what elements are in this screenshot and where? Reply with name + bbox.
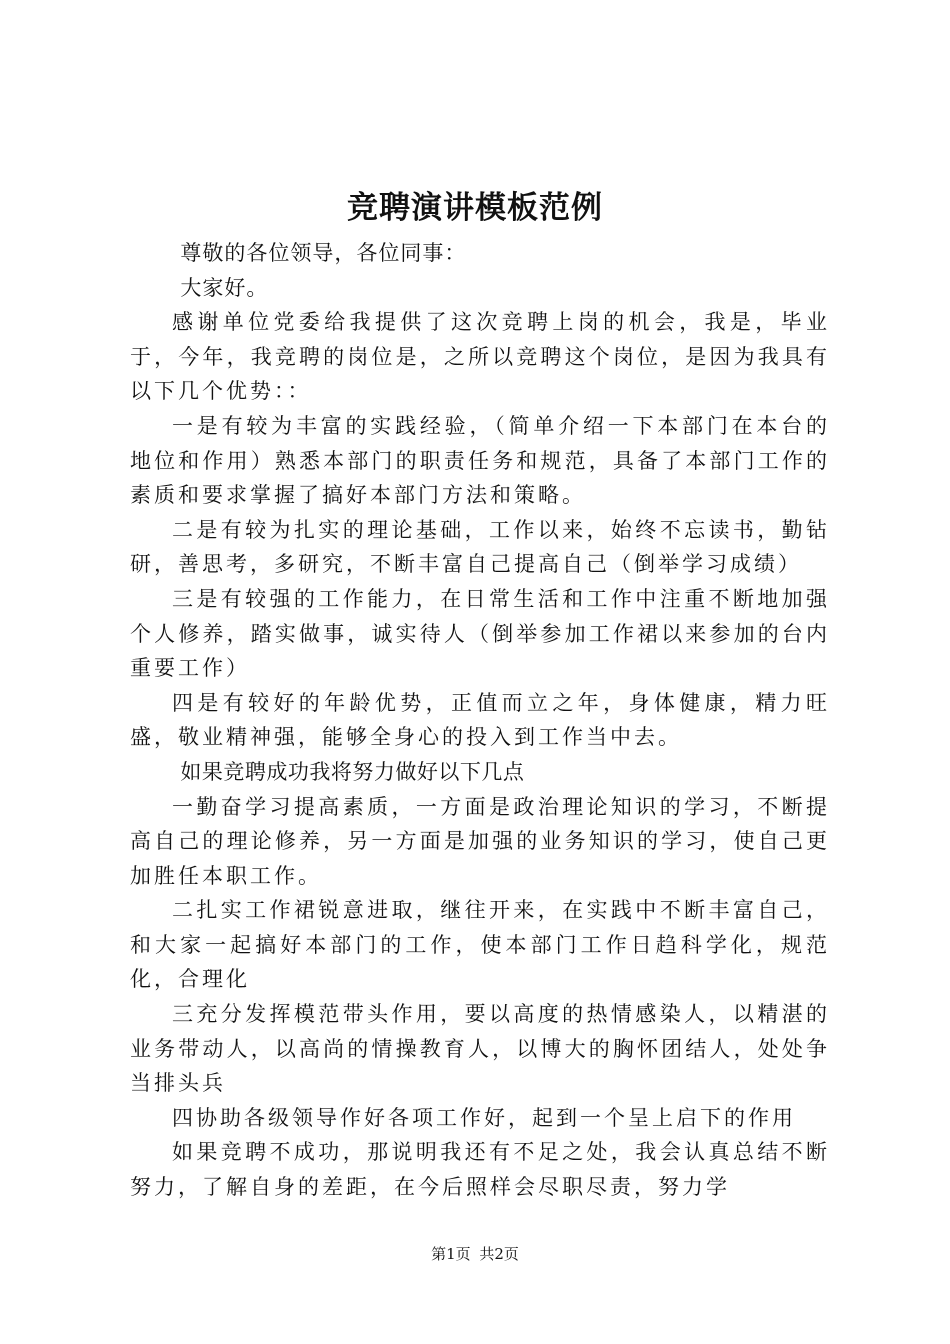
page-title: 竞聘演讲模板范例 xyxy=(347,190,603,226)
paragraph: 三是有较强的工作能力，在日常生活和工作中注重不断地加强个人修养，踏实做事，诚实待人（倒举参加工作裙以来参加的台内重要工作） xyxy=(130,586,830,681)
paragraph: 四是有较好的年龄优势，正值而立之年，身体健康，精力旺盛，敬业精神强，能够全身心的投入到工作当中去。 xyxy=(130,690,830,750)
page-number: 第1页 xyxy=(431,1245,471,1263)
paragraph: 三充分发挥模范带头作用，要以高度的热情感染人，以精湛的业务带动人，以高尚的情操教育人，以博大的胸怀团结人，处处争当排头兵 xyxy=(130,1002,830,1096)
paragraph: 二是有较为扎实的理论基础，工作以来，始终不忘读书，勤钻研，善思考，多研究，不断丰富自己提高自己（倒举学习成绩） xyxy=(130,517,830,577)
paragraph: 四协助各级领导作好各项工作好，起到一个呈上启下的作用 xyxy=(172,1105,796,1130)
paragraph: 感谢单位党委给我提供了这次竞聘上岗的机会，我是，毕业于，今年，我竞聘的岗位是，之所以竞聘这个岗位，是因为我具有以下几个优势：： xyxy=(130,310,830,404)
document-body xyxy=(130,236,830,1205)
salutation-line: 尊敬的各位领导，各位同事： xyxy=(180,241,467,265)
greeting-line: 大家好。 xyxy=(180,275,269,300)
paragraph: 一是有较为丰富的实践经验，（简单介绍一下本部门在本台的地位和作用）熟悉本部门的职责任务和规范，具备了本部门工作的素质和要求掌握了搞好本部门方法和策略。 xyxy=(130,413,830,508)
page-footer xyxy=(0,1243,950,1265)
section-heading-line: 如果竞聘成功我将努力做好以下几点 xyxy=(180,759,525,784)
paragraph: 二扎实工作裙锐意进取，继往开来，在实践中不断丰富自己，和大家一起搞好本部门的工作，使本部门工作日趋科学化，规范化，合理化 xyxy=(130,898,830,992)
paragraph: 一勤奋学习提高素质，一方面是政治理论知识的学习，不断提高自己的理论修养，另一方面是加强的业务知识的学习，使自己更加胜任本职工作。 xyxy=(130,794,830,888)
page-total: 共2页 xyxy=(479,1245,519,1263)
paragraph: 如果竞聘不成功，那说明我还有不足之处，我会认真总结不断努力，了解自身的差距，在今后照样会尽职尽责，努力学 xyxy=(130,1140,830,1200)
